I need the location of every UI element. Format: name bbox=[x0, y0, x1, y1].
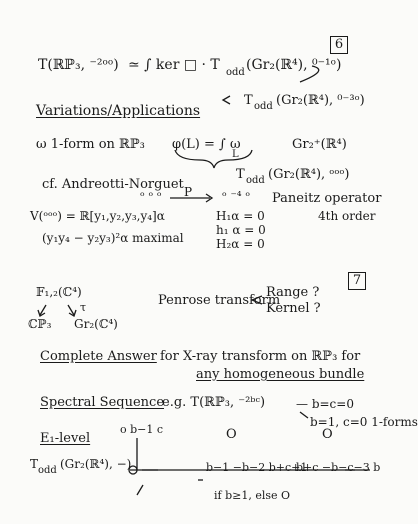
range-question: Range ? bbox=[266, 285, 320, 300]
paneitz-operator: Paneitz operator bbox=[272, 191, 382, 206]
bottom-mid: b−1 −b−2 b+c+1 bbox=[206, 461, 308, 474]
page-number-box-7: 7 bbox=[348, 272, 366, 290]
xray-line: for X-ray transform on ℝℙ₃ for bbox=[160, 349, 361, 364]
eg-line: e.g. T(ℝℙ₃, ⁻²ᵇᶜ) bbox=[162, 395, 266, 410]
todd-bottom-right: (Gr₂(ℝ⁴), −) bbox=[60, 457, 132, 471]
todd-bottom-T: T bbox=[30, 457, 39, 471]
e1-level: E₁-level bbox=[40, 431, 91, 446]
cf-andreotti: cf. Andreotti-Norguet bbox=[42, 177, 184, 192]
omega-line: ω 1-form on ℝℙ₃ bbox=[36, 137, 145, 152]
if-line: if b≥1, else O bbox=[214, 489, 291, 502]
todd-line-T: T bbox=[236, 167, 245, 182]
h1-line: H₁α = 0 bbox=[216, 209, 265, 223]
line2-odd-sub: odd bbox=[254, 101, 273, 112]
todd-line-odd: odd bbox=[246, 175, 265, 186]
cp3-label: ℂℙ₃ bbox=[28, 317, 52, 331]
P-label: P bbox=[184, 185, 193, 199]
kernel-question: Kernel ? bbox=[266, 301, 321, 316]
tau-label: τ bbox=[80, 301, 87, 314]
penrose-transform: Penrose transform bbox=[158, 293, 281, 308]
v-line: V(ᵒᵒᵒ) = ℝ[y₁,y₂,y₃,y₄]α bbox=[30, 209, 165, 223]
underbrace bbox=[175, 150, 252, 168]
phi-sub-L: L bbox=[232, 149, 239, 160]
flag-manifold: 𝔽₁,₂(ℂ⁴) bbox=[36, 285, 82, 299]
page-number-box-6: 6 bbox=[330, 36, 348, 54]
arrow-head bbox=[223, 96, 230, 104]
gr-plus-line: Gr₂⁺(ℝ⁴) bbox=[292, 137, 347, 152]
line2-T: T bbox=[244, 93, 253, 108]
spectral-sequence: Spectral Sequence bbox=[40, 395, 165, 410]
line1-mid: ≃ ∫ ker □ · T bbox=[128, 57, 220, 73]
maximal-line: (y₁y₄ − y₂y₃)²α maximal bbox=[42, 231, 184, 245]
h2-line: h₁ α = 0 bbox=[216, 223, 266, 237]
dynkin-o40: ᵒ ⁻⁴ ᵒ bbox=[222, 189, 251, 203]
circle-right: O bbox=[322, 427, 333, 442]
todd-line-right: (Gr₂(ℝ⁴), ᵒᵒᵒ) bbox=[268, 167, 350, 182]
line2-right: (Gr₂(ℝ⁴), ⁰⁻³ᵒ) bbox=[276, 93, 365, 108]
bc1-line: b=1, c=0 1-forms bbox=[310, 415, 418, 429]
line1-right: (Gr₂(ℝ⁴), ⁰⁻¹ᵒ) bbox=[246, 57, 342, 73]
gr-c4-label: Gr₂(ℂ⁴) bbox=[74, 317, 118, 331]
any-bundle: any homogeneous bundle bbox=[196, 367, 365, 382]
h3-line: H₂α = 0 bbox=[216, 237, 265, 251]
dynkin-ooo: ᵒ ᵒ ᵒ bbox=[140, 189, 162, 203]
line1-odd-sub: odd bbox=[226, 67, 245, 78]
phi-line: φ(L) = ∫ ω bbox=[172, 137, 241, 152]
bc0-line: — b=c=0 bbox=[296, 397, 354, 411]
line1-left: T(ℝℙ₃, ⁻²ᵒᵒ) bbox=[38, 57, 119, 73]
fourth-order: 4th order bbox=[318, 209, 376, 223]
bottom-right: b+c −b−c−3 b bbox=[296, 461, 381, 474]
circle-mid: O bbox=[226, 427, 237, 442]
heading-variations: Variations/Applications bbox=[36, 103, 201, 119]
todd-bottom-odd: odd bbox=[38, 465, 57, 476]
complete-answer: Complete Answer bbox=[40, 349, 157, 364]
ob1c-label: o b−1 c bbox=[120, 423, 164, 436]
